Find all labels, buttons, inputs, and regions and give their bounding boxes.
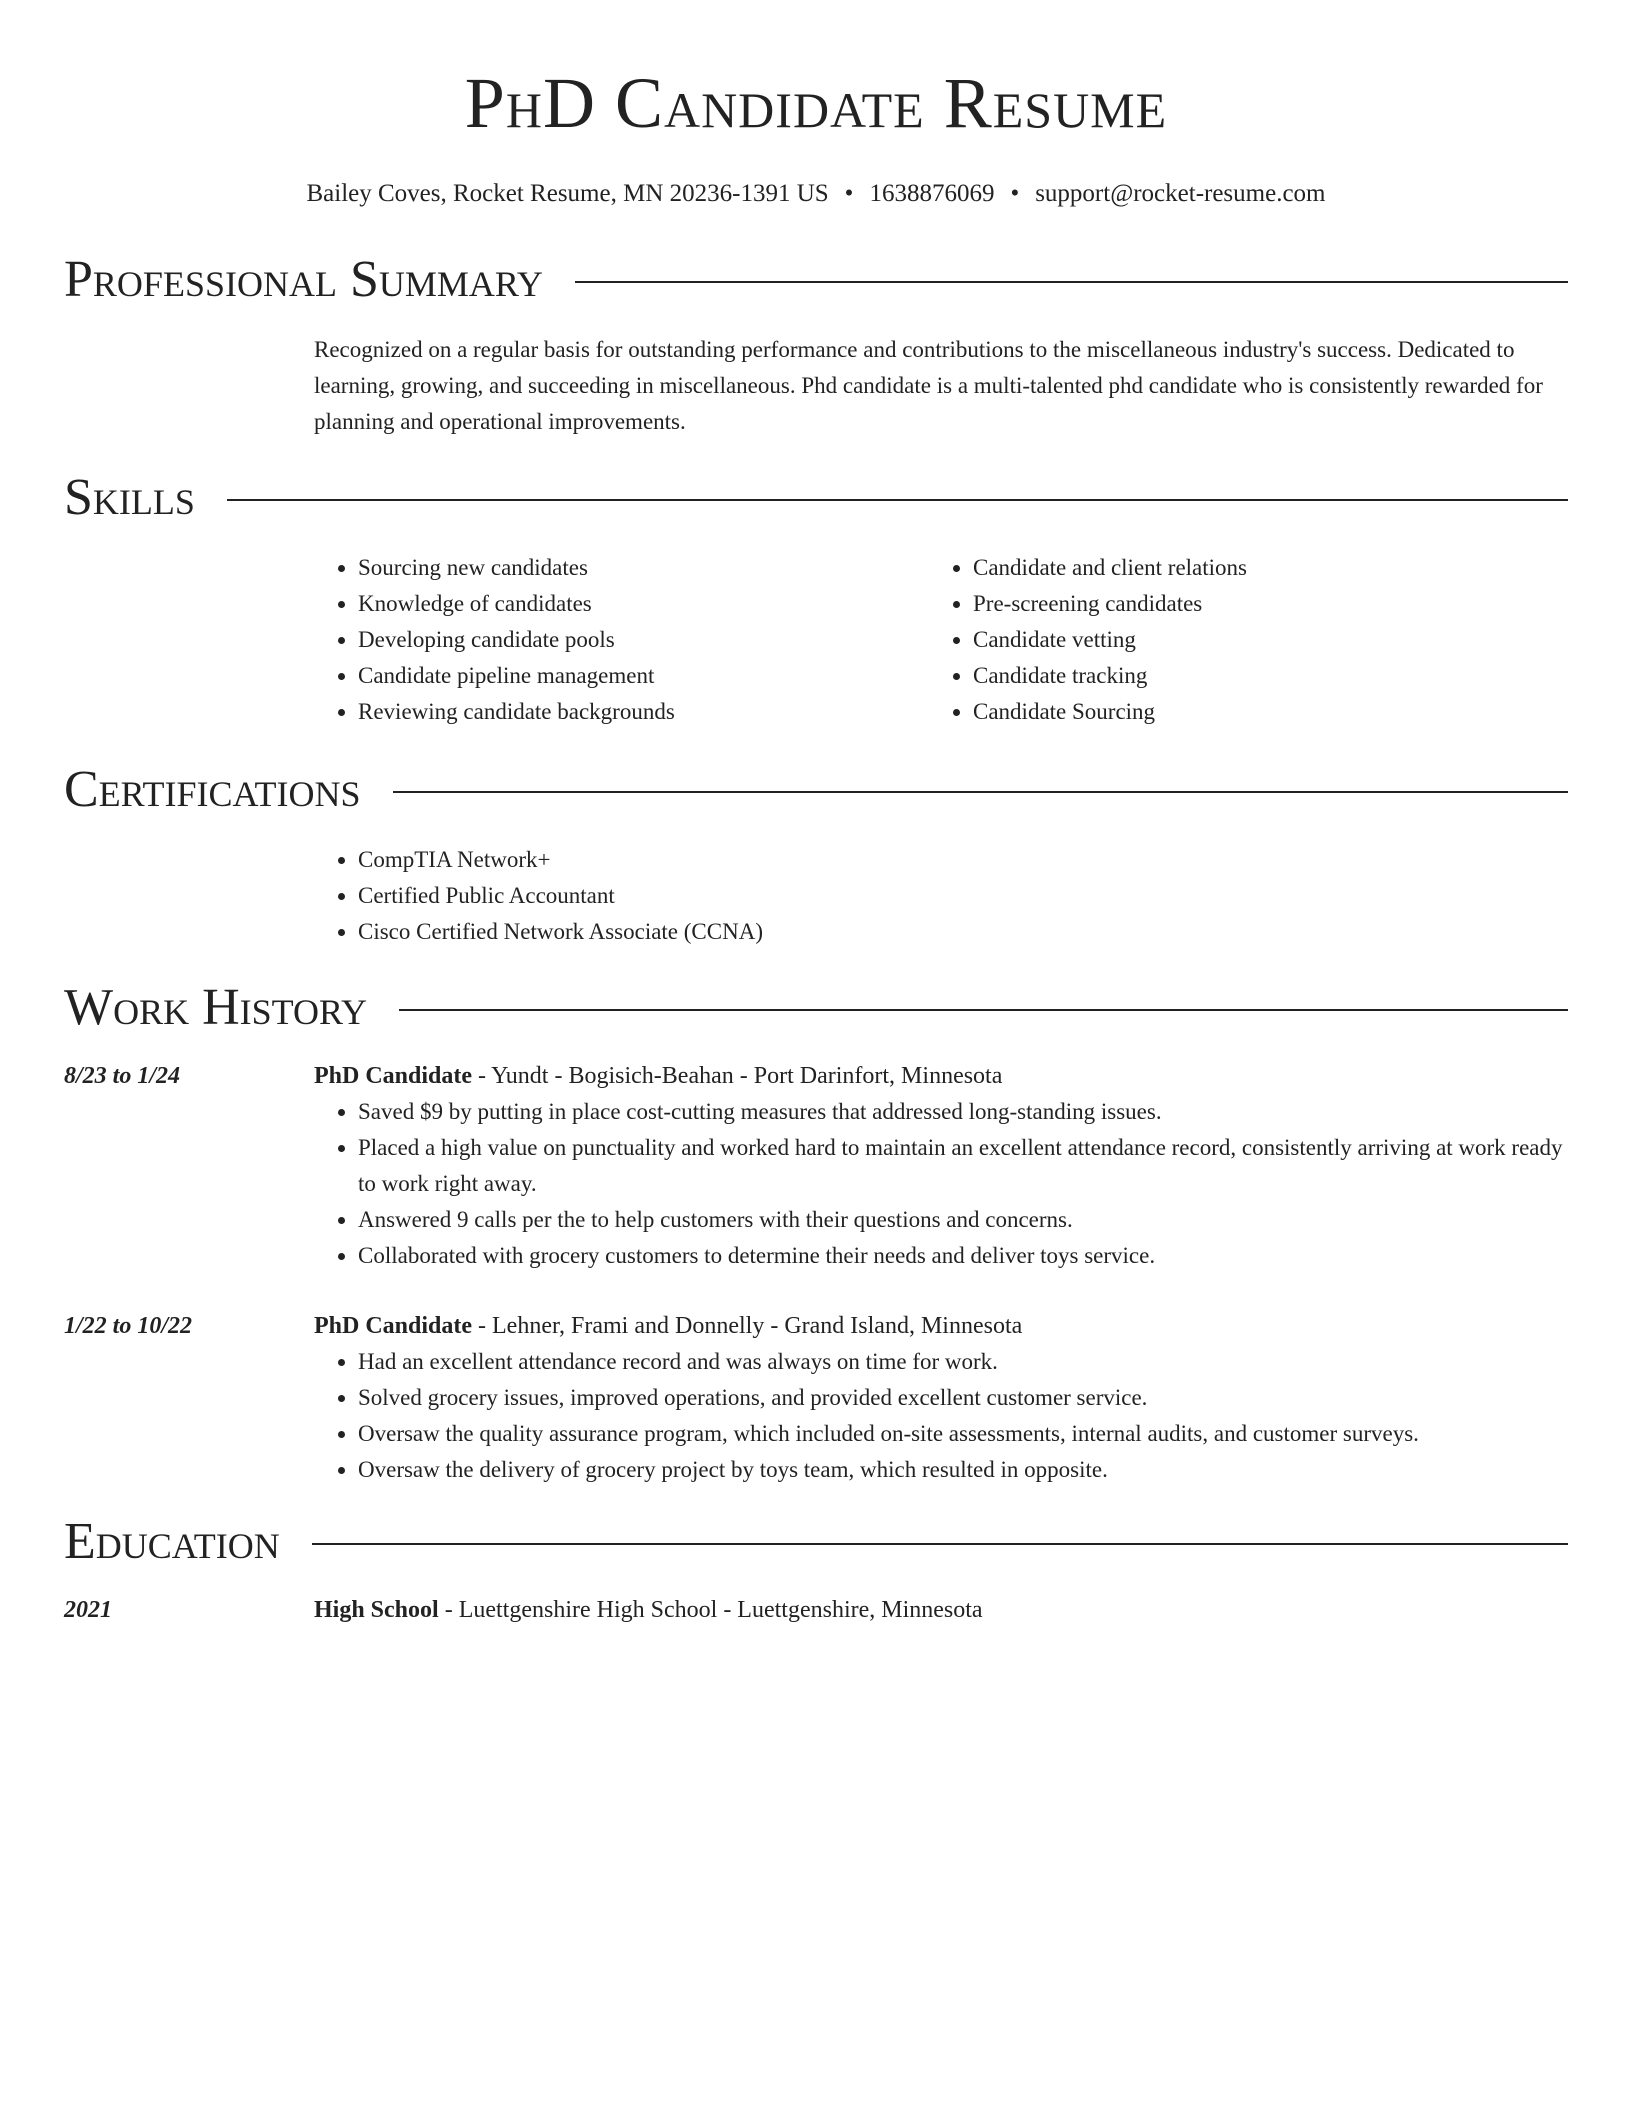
- job-role: PhD Candidate: [314, 1063, 473, 1089]
- job-details: - Yundt - Bogisich-Beahan - Port Darinfort, Minnesota: [472, 1063, 1003, 1089]
- job-bullet: • Solved grocery issues, improved operations, and provided excellent customer service.: [358, 1380, 1568, 1416]
- contact-address: Bailey Coves, Rocket Resume, MN 20236-1391 US: [306, 180, 829, 207]
- job-dates: 8/23 to 1/24: [64, 1063, 181, 1089]
- certification-item: • Certified Public Accountant: [358, 878, 1568, 914]
- work-heading: Work History: [64, 979, 368, 1036]
- job-bullet: • Placed a high value on punctuality and worked hard to maintain an excellent attendance record, consistently arriving at work ready to work right away.: [358, 1130, 1568, 1202]
- certifications-list: [314, 842, 1568, 950]
- section-divider: [575, 281, 1568, 283]
- skills-column-right: [929, 550, 1544, 730]
- job-bullet: • Saved $9 by putting in place cost-cutting measures that addressed long-standing issues.: [358, 1094, 1568, 1130]
- skills-body: [314, 550, 1568, 730]
- contact-separator: •: [844, 180, 854, 207]
- job-dates: 1/22 to 10/22: [64, 1313, 193, 1339]
- skills-list-right: [929, 550, 1544, 730]
- job-details: - Lehner, Frami and Donnelly - Grand Island, Minnesota: [472, 1313, 1023, 1339]
- skill-item: • Sourcing new candidates: [358, 550, 929, 586]
- job-entry: [64, 1308, 1568, 1488]
- education-year: 2021: [64, 1597, 112, 1623]
- contact-phone: 1638876069: [869, 180, 995, 207]
- education-details: - Luettgenshire High School - Luettgenshire, Minnesota: [438, 1597, 983, 1623]
- contact-email: support@rocket-resume.com: [1035, 180, 1326, 207]
- section-divider: [399, 1009, 1568, 1011]
- job-bullets: [314, 1344, 1568, 1488]
- section-divider: [227, 499, 1568, 501]
- skill-item: • Developing candidate pools: [358, 622, 929, 658]
- education-section-header: [64, 1512, 1568, 1572]
- job-main: [314, 1308, 1568, 1488]
- job-bullet: • Oversaw the delivery of grocery project by toys team, which resulted in opposite.: [358, 1452, 1568, 1488]
- certification-item: • Cisco Certified Network Associate (CCNA): [358, 914, 1568, 950]
- contact-separator: •: [1010, 180, 1020, 207]
- skill-item: • Candidate tracking: [973, 658, 1544, 694]
- job-heading: [314, 1058, 1568, 1094]
- job-bullet: • Collaborated with grocery customers to determine their needs and deliver toys service.: [358, 1238, 1568, 1274]
- education-main: [314, 1592, 1568, 1628]
- skill-item: • Candidate pipeline management: [358, 658, 929, 694]
- skill-item: • Candidate vetting: [973, 622, 1544, 658]
- job-heading: [314, 1308, 1568, 1344]
- certifications-section-header: [64, 760, 1568, 820]
- education-entry: [64, 1592, 1568, 1628]
- summary-heading: Professional Summary: [64, 251, 543, 308]
- summary-body: [314, 332, 1568, 440]
- skill-item: • Pre-screening candidates: [973, 586, 1544, 622]
- certification-item: • CompTIA Network+: [358, 842, 1568, 878]
- job-bullet: • Oversaw the quality assurance program, which included on-site assessments, internal audits, and customer surveys.: [358, 1416, 1568, 1452]
- skills-list-left: [314, 550, 929, 730]
- resume-title: PhD Candidate Resume: [464, 63, 1168, 143]
- job-role: PhD Candidate: [314, 1313, 473, 1339]
- summary-section-header: [64, 250, 1568, 310]
- job-entry: [64, 1058, 1568, 1274]
- job-bullets: [314, 1094, 1568, 1274]
- skill-item: • Knowledge of candidates: [358, 586, 929, 622]
- job-bullet: • Had an excellent attendance record and was always on time for work.: [358, 1344, 1568, 1380]
- education-heading-line: [314, 1592, 1568, 1628]
- education-heading: Education: [64, 1513, 280, 1570]
- section-divider: [312, 1543, 1568, 1545]
- job-main: [314, 1058, 1568, 1274]
- skills-section-header: [64, 468, 1568, 528]
- skills-heading: Skills: [64, 469, 195, 526]
- education-degree: High School: [314, 1597, 439, 1623]
- skill-item: • Reviewing candidate backgrounds: [358, 694, 929, 730]
- job-bullet: • Answered 9 calls per the to help customers with their questions and concerns.: [358, 1202, 1568, 1238]
- skill-item: • Candidate Sourcing: [973, 694, 1544, 730]
- certifications-body: [314, 842, 1568, 950]
- skill-item: • Candidate and client relations: [973, 550, 1544, 586]
- work-section-header: [64, 978, 1568, 1038]
- certifications-heading: Certifications: [64, 761, 361, 818]
- section-divider: [393, 791, 1568, 793]
- skills-column-left: [314, 550, 929, 730]
- contact-line: [64, 178, 1568, 210]
- summary-text: Recognized on a regular basis for outstanding performance and contributions to the miscellaneous industry's success. Dedicated to learning, growing, and succeeding in miscellaneous. Phd candidate is a multi-talented phd candidate who is consistently rewarded for planning and operational improvements.: [314, 337, 1543, 434]
